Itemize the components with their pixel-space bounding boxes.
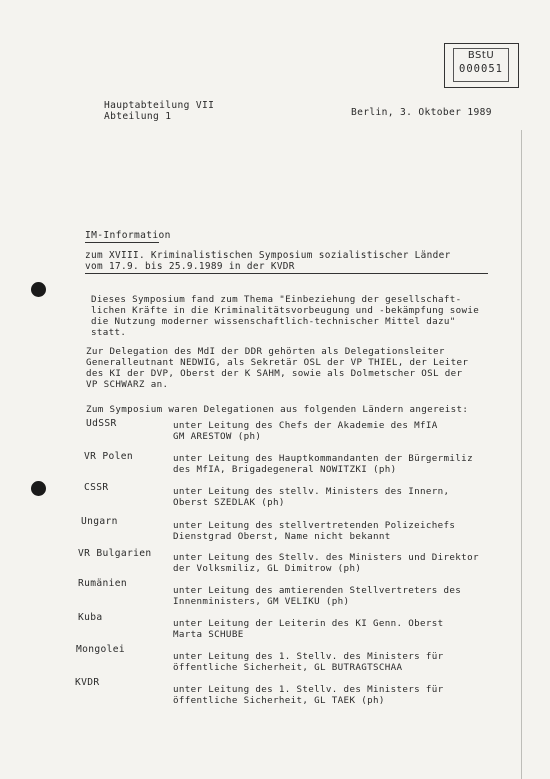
delegation-detail: der Volksmiliz, GL Dimitrow (ph) [173,563,362,574]
page-edge-line [521,130,522,779]
delegation-detail: des MfIA, Brigadegeneral NOWITZKI (ph) [173,464,397,475]
paragraph-line: Dieses Symposium fand zum Thema "Einbeziehung der gesellschaft- [91,294,462,305]
subject-line-1: zum XVIII. Kriminalistischen Symposium sozialistischer Länder [85,250,451,261]
delegation-detail: unter Leitung des stellvertretenden Polizeichefs [173,520,456,531]
stamp-number: 000051 [459,63,503,75]
paragraph-line: Zur Delegation des MdI der DDR gehörten als Delegationsleiter [86,346,445,357]
delegation-detail: Dienstgrad Oberst, Name nicht bekannt [173,531,391,542]
paragraph-line: VP SCHWARZ an. [86,379,169,390]
delegation-detail: öffentliche Sicherheit, GL TAEK (ph) [173,695,385,706]
delegation-detail: unter Leitung des amtierenden Stellvertreters des [173,585,462,596]
paragraph-line: lichen Kräfte in die Kriminalitätsvorbeugung und -bekämpfung sowie [91,305,480,316]
paragraph-line: des KI der DVP, Oberst der K SAHM, sowie als Dolmetscher OSL der [86,368,463,379]
archive-stamp-inner [453,48,509,82]
delegation-detail: unter Leitung des stellv. Ministers des Innern, [173,486,450,497]
delegation-detail: Marta SCHUBE [173,629,244,640]
delegation-detail: Innenministers, GM VELIKU (ph) [173,596,350,607]
subject-underline [85,273,488,274]
archive-stamp [444,43,519,88]
header-section: Abteilung 1 [104,111,172,122]
country-name: Rumänien [78,578,128,589]
stamp-label: BStU [467,50,495,61]
country-name: Kuba [78,612,103,623]
document-label: IM-Information [85,230,171,241]
country-name: KVDR [75,677,100,688]
delegation-detail: GM ARESTOW (ph) [173,431,262,442]
document-label-underline [85,242,159,243]
header-department: Hauptabteilung VII [104,100,215,111]
delegation-detail: unter Leitung des Stellv. des Ministers und Direktor [173,552,479,563]
delegation-detail: Oberst SZEDLAK (ph) [173,497,285,508]
paragraph-line: Generalleutnant NEDWIG, als Sekretär OSL der VP THIEL, der Leiter [86,357,469,368]
delegation-detail: unter Leitung des Hauptkommandanten der Bürgermiliz [173,453,473,464]
delegation-detail: öffentliche Sicherheit, GL BUTRAGTSCHAA [173,662,403,673]
country-name: Ungarn [81,516,118,527]
country-name: VR Polen [84,451,134,462]
country-name: UdSSR [86,418,117,429]
countries-intro: Zum Symposium waren Delegationen aus folgenden Ländern angereist: [86,404,469,415]
delegation-detail: unter Leitung des 1. Stellv. des Ministers für [173,684,444,695]
country-name: CSSR [84,482,109,493]
country-name: VR Bulgarien [78,548,152,559]
delegation-detail: unter Leitung des 1. Stellv. des Ministers für [173,651,444,662]
paragraph-line: die Nutzung moderner wissenschaftlich-technischer Mittel dazu" [91,316,456,327]
paragraph-line: statt. [91,327,127,338]
punch-hole-top [31,282,46,297]
header-place-date: Berlin, 3. Oktober 1989 [351,107,492,118]
delegation-detail: unter Leitung des Chefs der Akademie des MfIA [173,420,438,431]
subject-line-2: vom 17.9. bis 25.9.1989 in der KVDR [85,261,295,272]
country-name: Mongolei [76,644,126,655]
delegation-detail: unter Leitung der Leiterin des KI Genn. Oberst [173,618,444,629]
punch-hole-bottom [31,481,46,496]
